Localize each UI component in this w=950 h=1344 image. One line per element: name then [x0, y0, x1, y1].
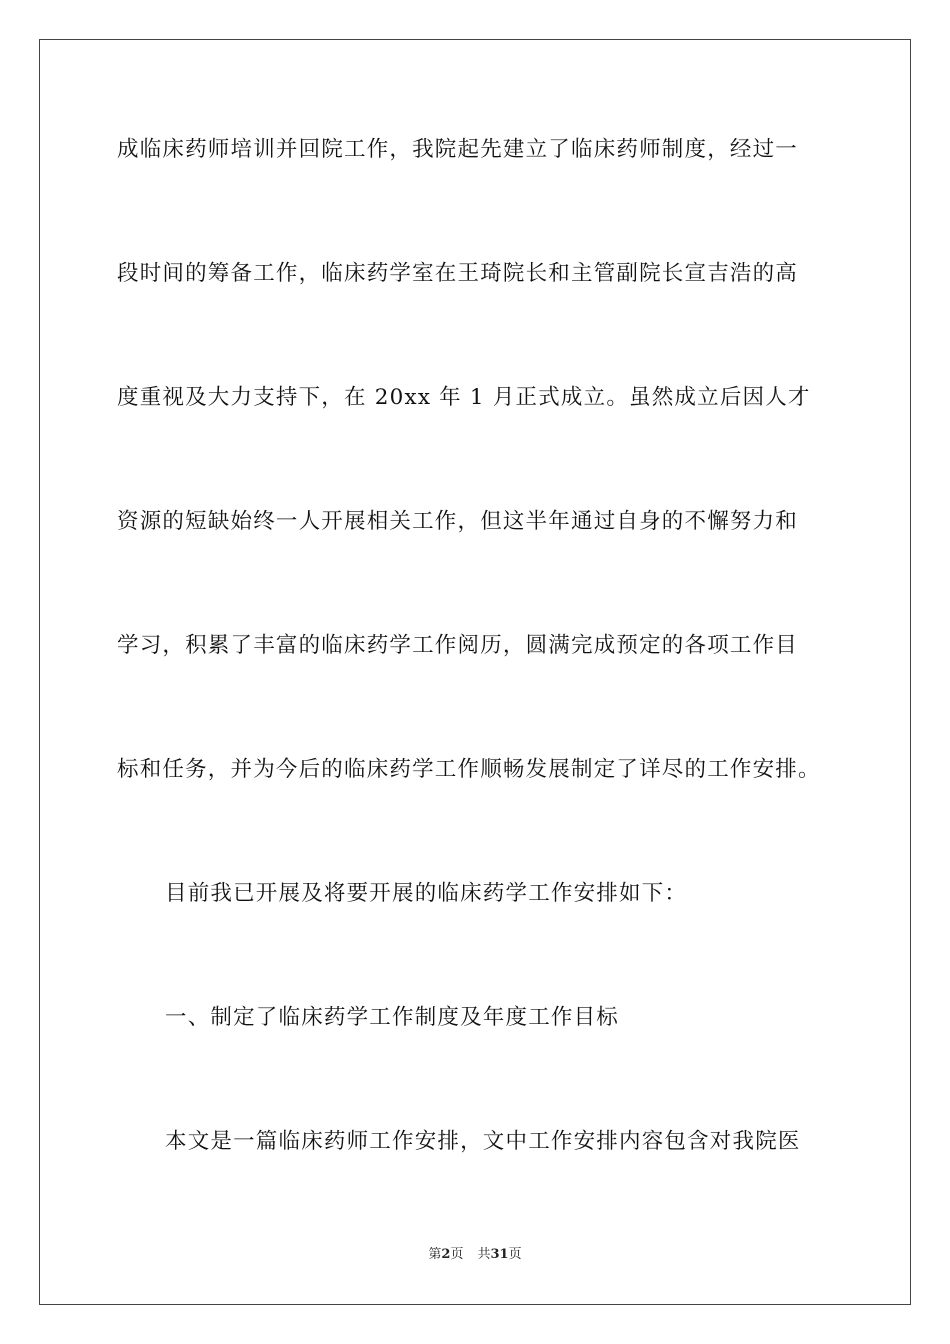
page-border: [39, 39, 911, 1305]
paragraph-intro: 目前我已开展及将要开展的临床药学工作安排如下：: [165, 881, 688, 906]
page-suffix: 页: [450, 1247, 464, 1262]
body-text-line-3: 度重视及大力支持下，在 20xx 年 1 月正式成立。虽然成立后因人才: [117, 385, 811, 410]
body-text-line-4: 资源的短缺始终一人开展相关工作，但这半年通过自身的不懈努力和: [117, 509, 799, 534]
total-prefix: 共: [477, 1247, 491, 1262]
body-text-line-2: 段时间的筹备工作，临床药学室在王琦院长和主管副院长宣吉浩的高: [117, 261, 799, 286]
body-text-line-1: 成临床药师培训并回院工作，我院起先建立了临床药师制度，经过一: [117, 137, 799, 162]
body-text-line-5: 学习，积累了丰富的临床药学工作阅历，圆满完成预定的各项工作目: [117, 633, 799, 658]
body-text-line-6: 标和任务，并为今后的临床药学工作顺畅发展制定了详尽的工作安排。: [117, 757, 821, 782]
total-pages: 31: [490, 1247, 509, 1262]
page-number: 2: [441, 1247, 451, 1262]
page-prefix: 第: [428, 1247, 442, 1262]
page-footer: [0, 1247, 950, 1263]
section-heading: 一、制定了临床药学工作制度及年度工作目标: [165, 1005, 620, 1030]
total-suffix: 页: [508, 1247, 522, 1262]
paragraph-summary: 本文是一篇临床药师工作安排，文中工作安排内容包含对我院医: [165, 1129, 801, 1154]
